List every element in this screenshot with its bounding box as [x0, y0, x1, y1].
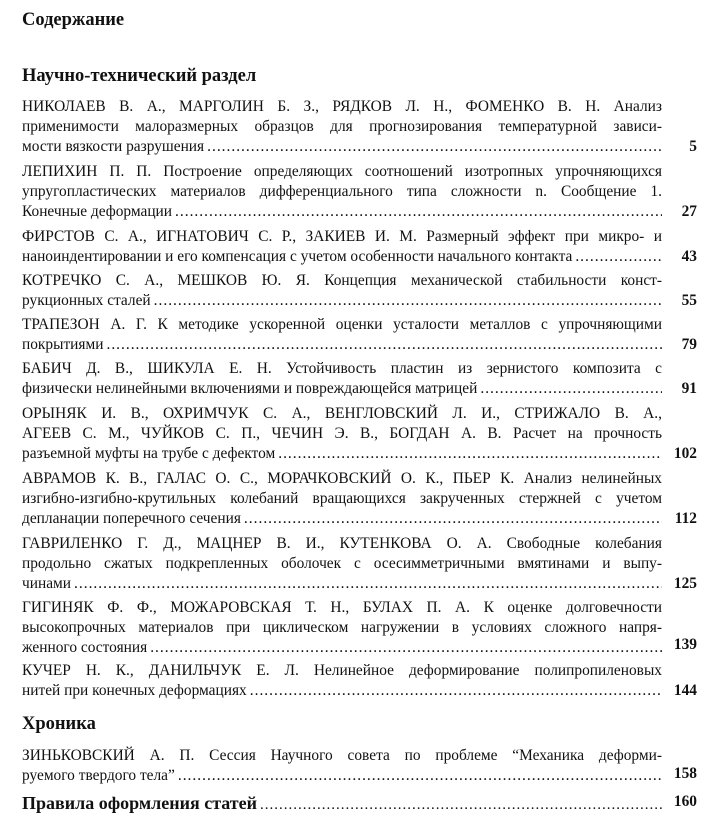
entry-line: чинами	[22, 575, 72, 592]
dot-leader	[575, 247, 662, 267]
page-number: 102	[673, 445, 697, 462]
entry-line: ТРАПЕЗОН А. Г. К методике ускоренной оценки усталости металлов с упрочняющими	[22, 316, 662, 333]
section-heading-chronicle: Хроника	[22, 714, 96, 734]
page-number: 144	[673, 682, 697, 699]
toc-entry-zinkovsky[interactable]	[22, 746, 662, 786]
entry-last-line	[22, 247, 662, 267]
dot-leader	[74, 574, 662, 594]
entry-line: ОРЫНЯК И. В., ОХРИМЧУК С. А., ВЕНГЛОВСКИЙ Л. И., СТРИЖАЛО В. А.,	[22, 405, 662, 422]
dot-leader	[480, 379, 662, 399]
entry-last-line	[22, 638, 662, 658]
entry-last-line	[22, 137, 662, 157]
page-number: 158	[673, 765, 697, 782]
entry-line: высокопрочных материалов при циклическом нагружении в условиях сложного напря-	[22, 619, 662, 636]
entry-line: мости вязкости разрушения	[22, 138, 205, 155]
entry-last-line	[22, 681, 662, 701]
toc-entry-lepikhin[interactable]	[22, 162, 662, 222]
toc-entry-orynyak[interactable]	[22, 404, 662, 464]
entry-line: продольно сжатых подкрепленных оболочек с осесимметричными вмятинами и выпу-	[22, 555, 662, 572]
entry-line: рукционных сталей	[22, 292, 151, 309]
entry-last-line	[22, 509, 662, 529]
page-number: 139	[673, 636, 697, 653]
rules-label: Правила оформления статей	[22, 793, 258, 813]
entry-last-line	[22, 792, 662, 814]
toc-entry-kucher[interactable]	[22, 661, 662, 701]
dot-leader	[106, 335, 662, 355]
toc-entry-rules[interactable]	[22, 792, 662, 814]
entry-line: упругопластических материалов дифференциального типа сложности n. Сообщение 1.	[22, 183, 662, 200]
dot-leader	[150, 638, 662, 658]
page-number: 112	[674, 510, 697, 527]
page-title: Содержание	[22, 10, 125, 30]
entry-line: ГИГИНЯК Ф. Ф., МОЖАРОВСКАЯ Т. Н., БУЛАХ П. А. К оценке долговечности	[22, 599, 662, 616]
entry-line: КОТРЕЧКО С. А., МЕШКОВ Ю. Я. Концепция механической стабильности конст-	[22, 272, 662, 289]
entry-line: физически нелинейными включениями и повреждающейся матрицей	[22, 380, 478, 397]
section-heading-scientific: Научно-технический раздел	[22, 66, 257, 86]
entry-line: КУЧЕР Н. К., ДАНИЛЬЧУК Е. Л. Нелинейное деформирование полипропиленовых	[22, 662, 662, 679]
toc-entry-nikolaev[interactable]	[22, 97, 662, 157]
entry-line: ГАВРИЛЕНКО Г. Д., МАЦНЕР В. И., КУТЕНКОВА О. А. Свободные колебания	[22, 535, 662, 552]
entry-line: АВРАМОВ К. В., ГАЛАС О. С., МОРАЧКОВСКИЙ О. К., ПЬЕР К. Анализ нелинейных	[22, 470, 662, 487]
entry-last-line	[22, 444, 662, 464]
page-number: 5	[689, 138, 697, 155]
dot-leader	[260, 794, 662, 816]
page-number: 125	[673, 575, 697, 592]
entry-line: Конечные деформации	[22, 203, 173, 220]
toc-entry-kotrechko[interactable]	[22, 271, 662, 311]
entry-line: изгибно-изгибно-крутильных колебаний вращающихся закрученных стержней с учетом	[22, 490, 662, 507]
dot-leader	[250, 681, 662, 701]
entry-last-line	[22, 291, 662, 311]
entry-line: наноиндентировании и его компенсация с учетом особенности начального контакта	[22, 248, 573, 265]
toc-entry-gavrilenko[interactable]	[22, 534, 662, 594]
page-number: 79	[681, 336, 697, 353]
toc-entry-giginyak[interactable]	[22, 598, 662, 658]
toc-entry-firstov[interactable]	[22, 227, 662, 267]
entry-line: депланации поперечного сечения	[22, 510, 241, 527]
entry-last-line	[22, 335, 662, 355]
entry-line: руемого твердого тела”	[22, 767, 175, 784]
entry-line: АГЕЕВ С. М., ЧУЙКОВ С. П., ЧЕЧИН Э. В., БОГДАН А. В. Расчет на прочность	[22, 425, 662, 442]
entry-last-line	[22, 766, 662, 786]
entry-line: разъемной муфты на трубе с дефектом	[22, 445, 276, 462]
dot-leader	[207, 137, 662, 157]
dot-leader	[154, 291, 662, 311]
toc-entry-trapezon[interactable]	[22, 315, 662, 355]
entry-line: женного состояния	[22, 639, 148, 656]
dot-leader	[244, 509, 662, 529]
entry-line: применимости малоразмерных образцов для прогнозирования температурной зависи-	[22, 118, 662, 135]
toc-entry-avramov[interactable]	[22, 469, 662, 529]
page-number: 91	[681, 380, 697, 397]
entry-last-line	[22, 379, 662, 399]
entry-line: покрытиями	[22, 336, 104, 353]
entry-line: ЛЕПИХИН П. П. Построение определяющих соотношений изотропных упрочняющихся	[22, 163, 662, 180]
entry-line: БАБИЧ Д. В., ШИКУЛА Е. Н. Устойчивость пластин из зернистого композита с	[22, 360, 662, 377]
page-number: 160	[673, 793, 697, 810]
entry-line: ЗИНЬКОВСКИЙ А. П. Сессия Научного совета по проблеме “Механика деформи-	[22, 747, 662, 764]
dot-leader	[178, 766, 662, 786]
entry-last-line	[22, 574, 662, 594]
toc-entry-babich[interactable]	[22, 359, 662, 399]
page-number: 55	[681, 292, 697, 309]
entry-line: ФИРСТОВ С. А., ИГНАТОВИЧ С. Р., ЗАКИЕВ И. М. Размерный эффект при микро- и	[22, 228, 662, 245]
dot-leader	[175, 202, 662, 222]
entry-line: НИКОЛАЕВ В. А., МАРГОЛИН Б. З., РЯДКОВ Л. Н., ФОМЕНКО В. Н. Анализ	[22, 98, 662, 115]
page-number: 27	[681, 203, 697, 220]
entry-last-line	[22, 202, 662, 222]
entry-line: нитей при конечных деформациях	[22, 682, 247, 699]
dot-leader	[278, 444, 662, 464]
page-number: 43	[681, 248, 697, 265]
